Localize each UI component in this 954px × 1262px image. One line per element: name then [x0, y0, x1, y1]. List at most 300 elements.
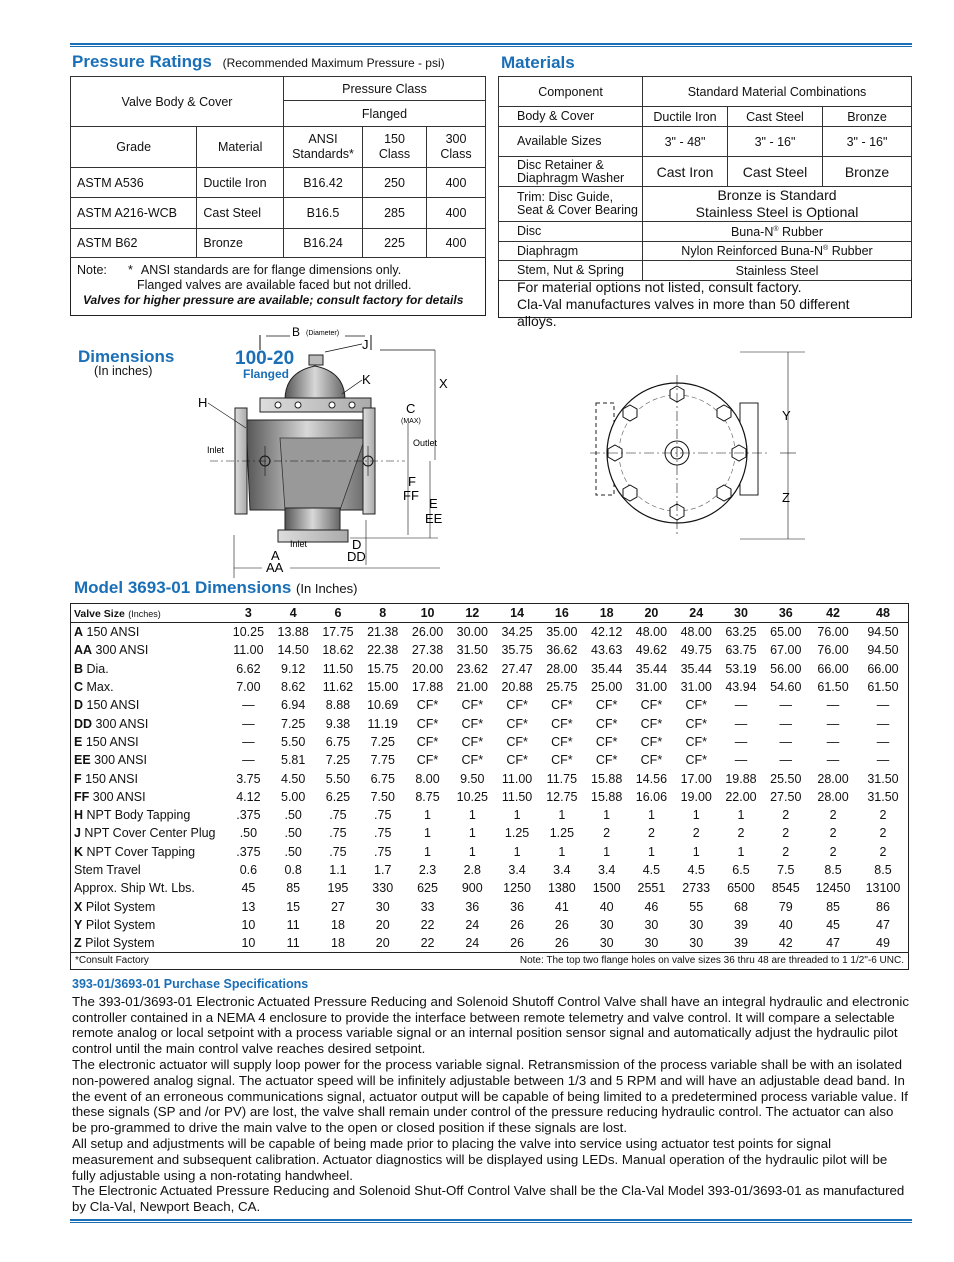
diaphragm-material: Nylon Reinforced Buna-N	[681, 244, 824, 258]
dimension-value: 39	[734, 936, 748, 951]
dimension-value: 40	[778, 917, 793, 932]
table-row	[71, 879, 909, 897]
size-header: 48	[858, 604, 909, 623]
table-row	[71, 696, 909, 714]
dimension-value: CF*	[685, 734, 707, 749]
dimension-value: .50	[284, 844, 302, 859]
dimension-value: 1	[737, 808, 745, 823]
dim-E-label: E	[429, 496, 438, 511]
material-cell: Bronze	[823, 157, 912, 187]
dimension-value: 22	[420, 936, 435, 951]
dimension-value: CF*	[416, 716, 439, 731]
row-label	[71, 678, 227, 696]
dimension-value: 13	[241, 899, 256, 914]
component-cell: Diaphragm	[499, 242, 643, 261]
dimension-value: 65.00	[770, 625, 802, 640]
dimension-description: 300 ANSI	[92, 716, 149, 731]
note-label: Note:	[77, 263, 107, 277]
dimension-value: 24	[465, 936, 480, 951]
dim-D-label: D	[352, 537, 362, 552]
dimension-key: AA	[74, 643, 93, 658]
dimension-value: CF*	[551, 753, 573, 768]
dimension-value: 39	[734, 917, 748, 932]
size-header: 16	[539, 604, 584, 623]
dimensions-title: Dimensions	[78, 347, 175, 366]
dimension-description: 300 ANSI	[92, 643, 149, 658]
dimension-value: 7.75	[370, 753, 395, 768]
dimension-value: 10.25	[232, 625, 265, 640]
dimension-value: 1	[424, 808, 431, 823]
dim-AA-label: AA	[266, 560, 284, 575]
size-header: 20	[629, 604, 674, 623]
dimension-value: 94.50	[867, 643, 899, 658]
dimension-value: 3.4	[597, 863, 616, 877]
class150-header: 150 Class	[363, 127, 427, 168]
dimension-value: 20.88	[501, 680, 533, 695]
dimension-value: 11.62	[322, 680, 354, 695]
row-label	[71, 824, 227, 842]
dimension-value: 36	[510, 899, 525, 914]
dimension-key: DD	[74, 716, 93, 731]
dimension-value: 8.00	[415, 771, 440, 786]
dimension-value: 2	[647, 826, 655, 841]
dimension-value: 61.50	[817, 680, 849, 695]
dimension-value: CF*	[640, 734, 663, 749]
dimension-value: 7.50	[370, 789, 395, 804]
row-label	[71, 623, 227, 642]
diaphragm-material-rubber: Rubber	[828, 244, 873, 258]
dimension-value: 3.4	[508, 863, 526, 877]
row-label	[71, 934, 227, 953]
dimension-value: 2733	[682, 881, 711, 896]
note-star: *	[128, 263, 133, 277]
dimension-value: 9.50	[460, 771, 485, 786]
row-label	[71, 879, 227, 897]
dimension-value: CF*	[551, 734, 573, 749]
size-header: 18	[584, 604, 629, 623]
inlet-label-side: Inlet	[207, 445, 225, 455]
dimension-value: 31.50	[456, 643, 488, 658]
dimension-value: 900	[461, 881, 483, 896]
dimension-value: 67.00	[770, 643, 802, 658]
class150-cell: 225	[363, 229, 427, 258]
class300-header: 300 Class	[427, 127, 486, 168]
class150-cell: 250	[363, 168, 427, 198]
dimension-value: 2551	[637, 881, 666, 896]
table-row	[71, 623, 909, 642]
dimension-value: 19.00	[680, 789, 712, 804]
dimension-value: —	[779, 734, 793, 749]
dimension-value: 6500	[727, 881, 755, 896]
dimension-value: 30	[644, 917, 659, 932]
dimensions-footnote	[70, 953, 909, 970]
dimension-description: Pilot System	[82, 917, 156, 932]
dimension-value: CF*	[595, 698, 618, 713]
dimension-description: Dia.	[83, 661, 109, 676]
dimension-value: —	[734, 698, 748, 713]
dimension-value: 85	[286, 881, 301, 896]
dimension-value: .375	[236, 844, 261, 859]
dimension-value: 3.75	[236, 771, 261, 786]
dimensions-body	[71, 623, 909, 953]
dimension-value: 24	[465, 917, 480, 932]
dimension-value: 35.00	[546, 625, 578, 640]
dimension-value: CF*	[640, 753, 663, 768]
dimension-value: 13100	[865, 881, 901, 896]
material-cell: Bronze	[197, 229, 284, 258]
material-cell: 3" - 16"	[728, 127, 823, 157]
dimension-value: 6.25	[325, 789, 351, 804]
dimension-value: 1	[603, 808, 611, 823]
purchase-spec-paragraph: The electronic actuator will supply loop power for the process variable signal. Retransmission of the process variable shall be with an isolated non-powered analog signal. The actuator speed will be infinitely adjustable between 1/3 and 5 RPM and will have an adjustable dead band. In the event of an erroneous communications signal, actuator output will be capable of being limited to a predetermined process variable value. If these signals (SP and /or PV) are lost, the valve shall remain under control of the pressure reducing hydraulic control. The actuator can also be pro-grammed to drive the main valve to the open or closed position if these signals are lost.	[72, 1056, 908, 1136]
dimension-value: 26	[554, 936, 569, 951]
dimension-value: 25.75	[546, 680, 578, 695]
inlet-label-bottom: Inlet	[290, 539, 308, 549]
material-cell	[643, 222, 912, 242]
dimension-value: 28.00	[817, 789, 849, 804]
dimension-value: 26	[510, 936, 525, 951]
dimension-value: 8.88	[325, 698, 351, 713]
dim-J-label: J	[362, 337, 369, 352]
dimension-value: 1	[513, 844, 521, 859]
material-cell: Bronze	[823, 107, 912, 127]
component-line: Diaphragm Washer	[517, 170, 625, 185]
dimension-value: 49.75	[680, 643, 712, 658]
dimension-value: 31.00	[680, 680, 712, 695]
dimension-value: 1	[692, 808, 700, 823]
component-header: Component	[499, 77, 643, 107]
dimension-description: Stem Travel	[74, 863, 141, 877]
dimension-value: 1	[513, 808, 521, 823]
dimension-value: CF*	[461, 698, 484, 713]
size-header: 3	[226, 604, 271, 623]
dimension-value: —	[779, 698, 793, 713]
row-label	[71, 733, 227, 751]
material-cell: 3" - 48"	[643, 127, 728, 157]
dimension-value: .75	[374, 808, 392, 823]
dimension-value: 22.00	[725, 789, 757, 804]
dimension-value: 26	[554, 917, 569, 932]
component-line: Trim: Disc Guide,	[517, 190, 614, 204]
dimension-value: 40	[599, 899, 614, 914]
dimension-value: 8.5	[824, 863, 842, 877]
dimension-value: 5.50	[325, 771, 351, 786]
table-row	[71, 861, 909, 879]
dimension-value: 61.50	[867, 680, 899, 695]
model-dimensions-title	[74, 578, 357, 598]
dim-Z-label: Z	[782, 490, 790, 505]
table-row	[71, 641, 909, 659]
outlet-label: Outlet	[413, 438, 438, 448]
dimension-value: 42	[778, 936, 793, 951]
dim-F-label: F	[408, 474, 416, 489]
material-cell: Cast Steel	[728, 157, 823, 187]
dimension-value: 15.88	[591, 771, 623, 786]
row-label	[71, 714, 227, 732]
dimension-value: 11	[286, 917, 300, 932]
ansi-cell: B16.5	[284, 198, 363, 229]
dimension-value: 12.75	[546, 789, 578, 804]
table-row	[71, 843, 909, 861]
dimension-value: 49.62	[635, 643, 668, 658]
dimension-value: —	[876, 753, 890, 768]
dimension-description: 150 ANSI	[83, 625, 140, 640]
dimension-value: 56.00	[770, 661, 802, 676]
dimension-value: 17.00	[680, 771, 712, 786]
dimension-value: 54.60	[770, 680, 802, 695]
pressure-note	[70, 258, 486, 316]
dimension-value: 11.50	[501, 789, 533, 804]
component-cell: Body & Cover	[499, 107, 643, 127]
grade-cell: ASTM A536	[71, 168, 197, 198]
dimension-value: —	[734, 734, 748, 749]
dimension-value: 11.00	[501, 771, 533, 786]
dimension-value: 30	[599, 917, 614, 932]
material-cell: Cast Iron	[643, 157, 728, 187]
dimension-value: CF*	[595, 734, 618, 749]
dimension-description: Pilot System	[81, 936, 155, 951]
component-cell	[499, 157, 643, 187]
dimension-value: 30	[375, 899, 390, 914]
dimension-value: 41	[554, 899, 569, 914]
dimension-value: 1	[692, 844, 700, 859]
dimension-value: .75	[374, 844, 392, 859]
dimension-value: 625	[417, 881, 438, 896]
dimension-value: 12450	[815, 881, 851, 896]
dim-DD-label: DD	[347, 549, 366, 564]
dimension-value: 55	[689, 899, 704, 914]
table-row	[71, 769, 909, 787]
dim-K-label: K	[362, 372, 371, 387]
dimension-value: 25.00	[591, 680, 623, 695]
size-header: 10	[405, 604, 450, 623]
dimension-key: B	[74, 661, 84, 676]
dimension-value: 14.56	[635, 771, 668, 786]
pressure-ratings-table	[70, 76, 486, 258]
dimension-value: 10.69	[367, 698, 399, 713]
combinations-header: Standard Material Combinations	[643, 77, 912, 107]
dimension-value: 0.8	[284, 863, 302, 877]
dimension-description: Max.	[83, 680, 114, 695]
dimensions-table	[70, 603, 909, 953]
dimension-value: 36.62	[546, 643, 578, 658]
dimension-value: 7.5	[777, 863, 795, 877]
dimension-value: —	[826, 753, 840, 768]
valve-side-view-diagram	[190, 320, 460, 580]
table-row	[71, 229, 486, 258]
dimension-key: X	[74, 899, 83, 914]
dim-B-label: B	[292, 325, 301, 339]
dim-X-label: X	[439, 376, 448, 391]
component-line: Disc Retainer &	[517, 157, 604, 172]
dimension-value: 2	[829, 826, 837, 841]
dimension-value: 27.38	[411, 643, 444, 658]
dimensions-header-row	[71, 604, 909, 623]
dimension-value: 35.44	[635, 661, 668, 676]
table-row	[71, 824, 909, 842]
dimension-value: 10	[241, 936, 256, 951]
dimension-value: 35.44	[591, 661, 623, 676]
size-header: 24	[674, 604, 719, 623]
row-label	[71, 660, 227, 678]
valve-end-view-diagram	[590, 345, 820, 550]
dimension-value: 6.75	[370, 771, 395, 786]
materials-note-2: Cla-Val manufactures valves in more than 50 different alloys.	[517, 296, 850, 329]
dimension-description: 300 ANSI	[90, 753, 147, 768]
dimension-value: 21.38	[367, 625, 399, 640]
size-header: 6	[316, 604, 361, 623]
dimension-value: 30	[689, 936, 704, 951]
dimension-value: 76.00	[817, 625, 849, 640]
dimension-value: .75	[374, 826, 392, 841]
dimension-value: 1	[603, 844, 611, 859]
materials-note	[498, 278, 912, 329]
flange-holes-note: Note: The top two flange holes on valve sizes 36 thru 48 are threaded to 1 1/2"-6 UNC.	[519, 955, 904, 966]
pressure-class-header: Pressure Class	[284, 77, 486, 101]
flanged-label: Flanged	[243, 367, 290, 381]
component-cell	[499, 187, 643, 222]
dimension-value: 2	[782, 808, 790, 823]
table-row	[499, 157, 912, 187]
dimension-value: 8545	[771, 881, 800, 896]
dimension-value: 1.25	[504, 826, 530, 841]
dimension-value: —	[242, 716, 255, 731]
material-cell: 3" - 16"	[823, 127, 912, 157]
dimension-value: —	[826, 734, 840, 749]
dimension-value: 2	[692, 826, 700, 841]
dimension-value: .50	[284, 826, 302, 841]
dimension-value: 11.00	[233, 643, 264, 658]
dimension-value: 1	[468, 808, 476, 823]
dimension-key: A	[74, 625, 84, 640]
trim-optional: Stainless Steel is Optional	[695, 204, 859, 220]
dimension-value: —	[242, 753, 255, 768]
dimension-value: .50	[284, 808, 302, 823]
materials-table	[498, 76, 912, 281]
dimension-value: 14.50	[277, 643, 309, 658]
valve-body-cover-header: Valve Body & Cover	[71, 77, 284, 127]
dimension-value: 23.62	[456, 661, 488, 676]
dimension-value: 53.19	[725, 661, 757, 676]
dimension-value: 1.25	[549, 826, 575, 841]
dimension-value: 34.25	[501, 625, 533, 640]
model-dimensions-text: Model 3693-01 Dimensions	[74, 578, 292, 597]
dimension-value: —	[876, 716, 890, 731]
dimension-value: 1380	[547, 881, 576, 896]
dim-FF-label: FF	[403, 488, 419, 503]
model-dimensions-units: (In Inches)	[296, 581, 358, 596]
purchase-spec-title: 393-01/3693-01 Purchase Specifications	[72, 977, 309, 991]
ansi-cell: B16.24	[284, 229, 363, 258]
dimension-value: CF*	[461, 716, 484, 731]
dimension-value: 28.00	[546, 661, 578, 676]
dimension-value: 2.3	[418, 863, 437, 877]
dimension-value: CF*	[640, 716, 663, 731]
dimension-value: 6.94	[281, 698, 306, 713]
dimension-value: 4.5	[687, 863, 705, 877]
dimension-value: 1	[424, 844, 431, 859]
pressure-title-text: Pressure Ratings	[72, 52, 212, 71]
table-row	[71, 934, 909, 953]
dimension-value: 5.50	[281, 734, 306, 749]
dimension-value: 66.00	[817, 661, 849, 676]
dimension-value: 63.75	[725, 643, 757, 658]
dimension-value: —	[242, 698, 255, 713]
table-row	[499, 242, 912, 261]
size-header: 8	[360, 604, 405, 623]
model-number: 100-20	[235, 348, 295, 369]
dim-EE-label: EE	[425, 511, 443, 526]
consult-factory-note: *Consult Factory	[75, 955, 149, 966]
dimension-value: 11	[286, 936, 300, 951]
table-row	[71, 916, 909, 934]
registered-mark: ®	[823, 244, 829, 252]
dimension-value: 20.00	[411, 661, 444, 676]
dimension-value: CF*	[506, 716, 528, 731]
dimension-value: 17.75	[322, 625, 354, 640]
dimension-value: 68	[734, 899, 748, 914]
ansi-cell: B16.42	[284, 168, 363, 198]
dimension-key: K	[74, 844, 84, 859]
dimension-value: 30	[644, 936, 659, 951]
dimension-value: 18	[331, 936, 345, 951]
dimension-value: CF*	[551, 716, 573, 731]
row-label	[71, 843, 227, 861]
disc-material-rubber: Rubber	[778, 224, 824, 239]
dimension-key: EE	[74, 753, 91, 768]
material-cell: Stainless Steel	[643, 261, 912, 281]
flanged-header: Flanged	[284, 101, 486, 127]
dimension-value: 49	[876, 936, 890, 951]
dimension-value: 9.38	[325, 716, 351, 731]
dimension-value: 6.62	[236, 661, 261, 676]
row-label	[71, 916, 227, 934]
dimension-value: CF*	[685, 753, 707, 768]
dimension-value: 1	[647, 808, 655, 823]
material-cell: Cast Steel	[728, 107, 823, 127]
dimension-value: 2	[737, 826, 745, 841]
dimension-value: .50	[239, 826, 258, 841]
dimension-value: 76.00	[817, 643, 849, 658]
dimension-value: 7.00	[236, 680, 261, 695]
dimension-value: 30.00	[456, 625, 488, 640]
component-cell: Stem, Nut & Spring	[499, 261, 643, 281]
dimension-value: —	[826, 716, 840, 731]
grade-cell: ASTM A216-WCB	[71, 198, 197, 229]
dimension-value: CF*	[506, 734, 528, 749]
dimension-value: CF*	[506, 753, 528, 768]
table-row	[499, 107, 912, 127]
size-header: 42	[808, 604, 858, 623]
dim-B-diameter: (Diameter)	[306, 330, 340, 337]
table-row	[71, 806, 909, 824]
dimension-value: 2	[879, 808, 887, 823]
dimension-value: 35.75	[501, 643, 533, 658]
dimension-description: Pilot System	[82, 899, 156, 914]
dimension-value: 16.06	[635, 789, 668, 804]
valve-size-label: Valve Size	[74, 608, 125, 620]
row-label	[71, 751, 227, 769]
dimension-value: CF*	[416, 734, 439, 749]
dimension-value: 15.88	[591, 789, 623, 804]
dimension-value: 2	[782, 826, 790, 841]
material-cell	[643, 242, 912, 261]
dimension-value: 1250	[503, 881, 531, 896]
dimension-value: 22.38	[367, 643, 399, 658]
dimension-key: FF	[74, 789, 90, 804]
dimension-description: Approx. Ship Wt. Lbs.	[74, 881, 195, 896]
bottom-rule	[70, 1219, 912, 1223]
